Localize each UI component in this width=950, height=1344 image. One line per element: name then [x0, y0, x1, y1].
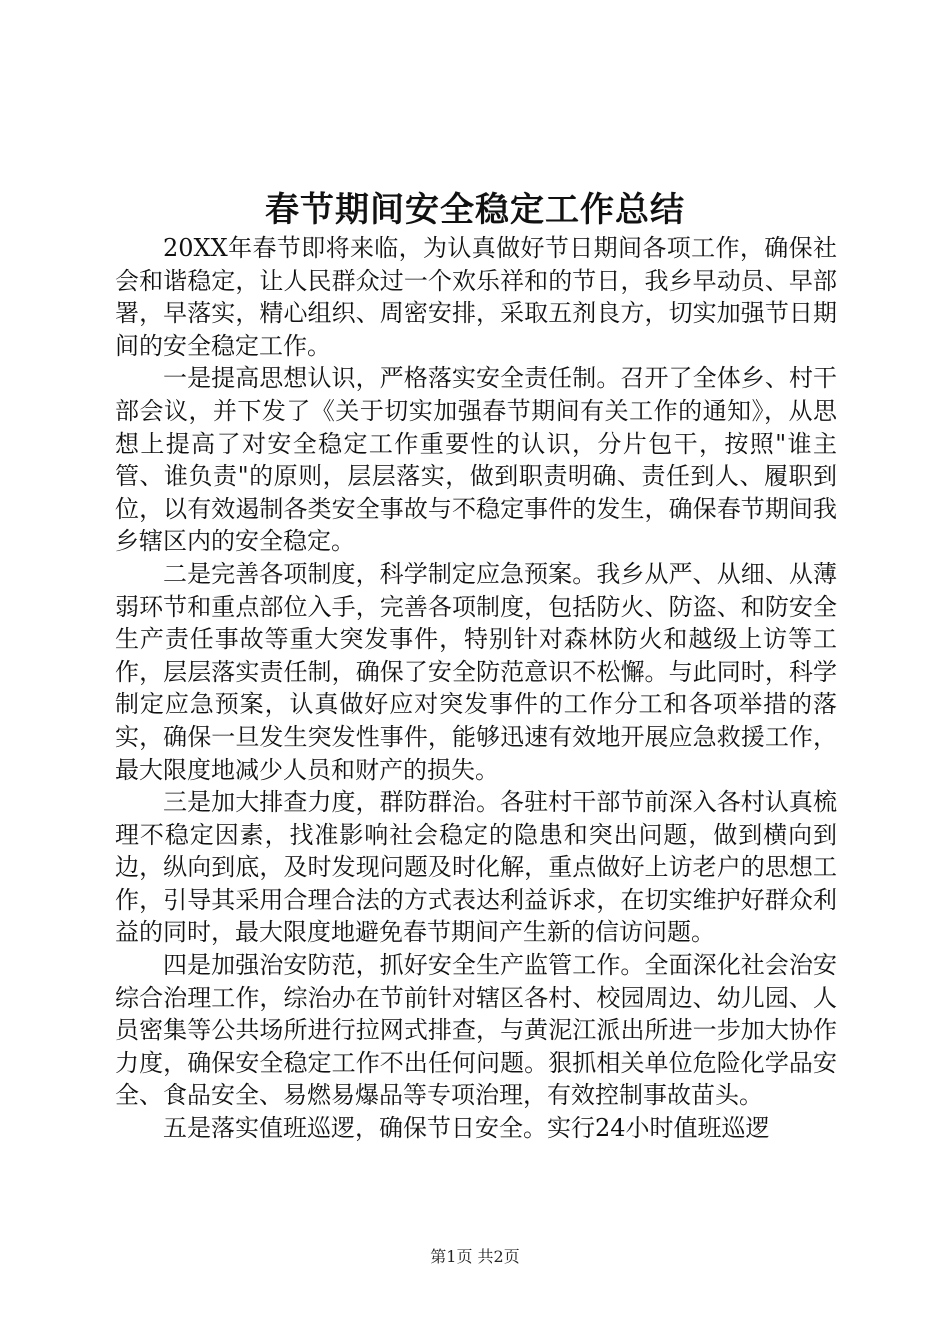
- document-title: 春节期间安全稳定工作总结: [265, 190, 685, 230]
- paragraph-point-one: 一是提高思想认识，严格落实安全责任制。召开了全体乡、村干部会议，并下发了《关于切实加强春节期间有关工作的通知》，从思想上提高了对安全稳定工作重要性的认识，分片包干，按照"谁主管、谁负责"的原则，层层落实，做到职责明确、责任到人、履职到位，以有效遏制各类安全事故与不稳定事件的发生，确保春节期间我乡辖区内的安全稳定。: [115, 364, 837, 556]
- paragraph-point-five: 五是落实值班巡逻，确保节日安全。实行24小时值班巡逻: [163, 1114, 770, 1143]
- paragraph-point-four: 四是加强治安防范，抓好安全生产监管工作。全面深化社会治安综合治理工作，综治办在节前针对辖区各村、校园周边、幼儿园、人员密集等公共场所进行拉网式排查，与黄泥江派出所进一步加大协作力度，确保安全稳定工作不出任何问题。狠抓相关单位危险化学品安全、食品安全、易燃易爆品等专项治理，有效控制事故苗头。: [115, 951, 837, 1110]
- paragraph-point-three: 三是加大排查力度，群防群治。各驻村干部节前深入各村认真梳理不稳定因素，找准影响社会稳定的隐患和突出问题，做到横向到边，纵向到底，及时发现问题及时化解，重点做好上访老户的思想工作，引导其采用合理合法的方式表达利益诉求，在切实维护好群众利益的同时，最大限度地避免春节期间产生新的信访问题。: [115, 788, 837, 947]
- document-body: [115, 232, 837, 1145]
- paragraph-point-two: 二是完善各项制度，科学制定应急预案。我乡从严、从细、从薄弱环节和重点部位入手，完善各项制度，包括防火、防盗、和防安全生产责任事故等重大突发事件，特别针对森林防火和越级上访等工作，层层落实责任制，确保了安全防范意识不松懈。与此同时，科学制定应急预案，认真做好应对突发事件的工作分工和各项举措的落实，确保一旦发生突发性事件，能够迅速有效地开展应急救援工作，最大限度地减少人员和财产的损失。: [115, 559, 837, 784]
- page-number-footer: 第1页 共2页: [430, 1247, 520, 1266]
- paragraph-intro: 20XX年春节即将来临，为认真做好节日期间各项工作，确保社会和谐稳定，让人民群众过一个欢乐祥和的节日，我乡早动员、早部署，早落实，精心组织、周密安排，采取五剂良方，切实加强节日期间的安全稳定工作。: [115, 234, 837, 360]
